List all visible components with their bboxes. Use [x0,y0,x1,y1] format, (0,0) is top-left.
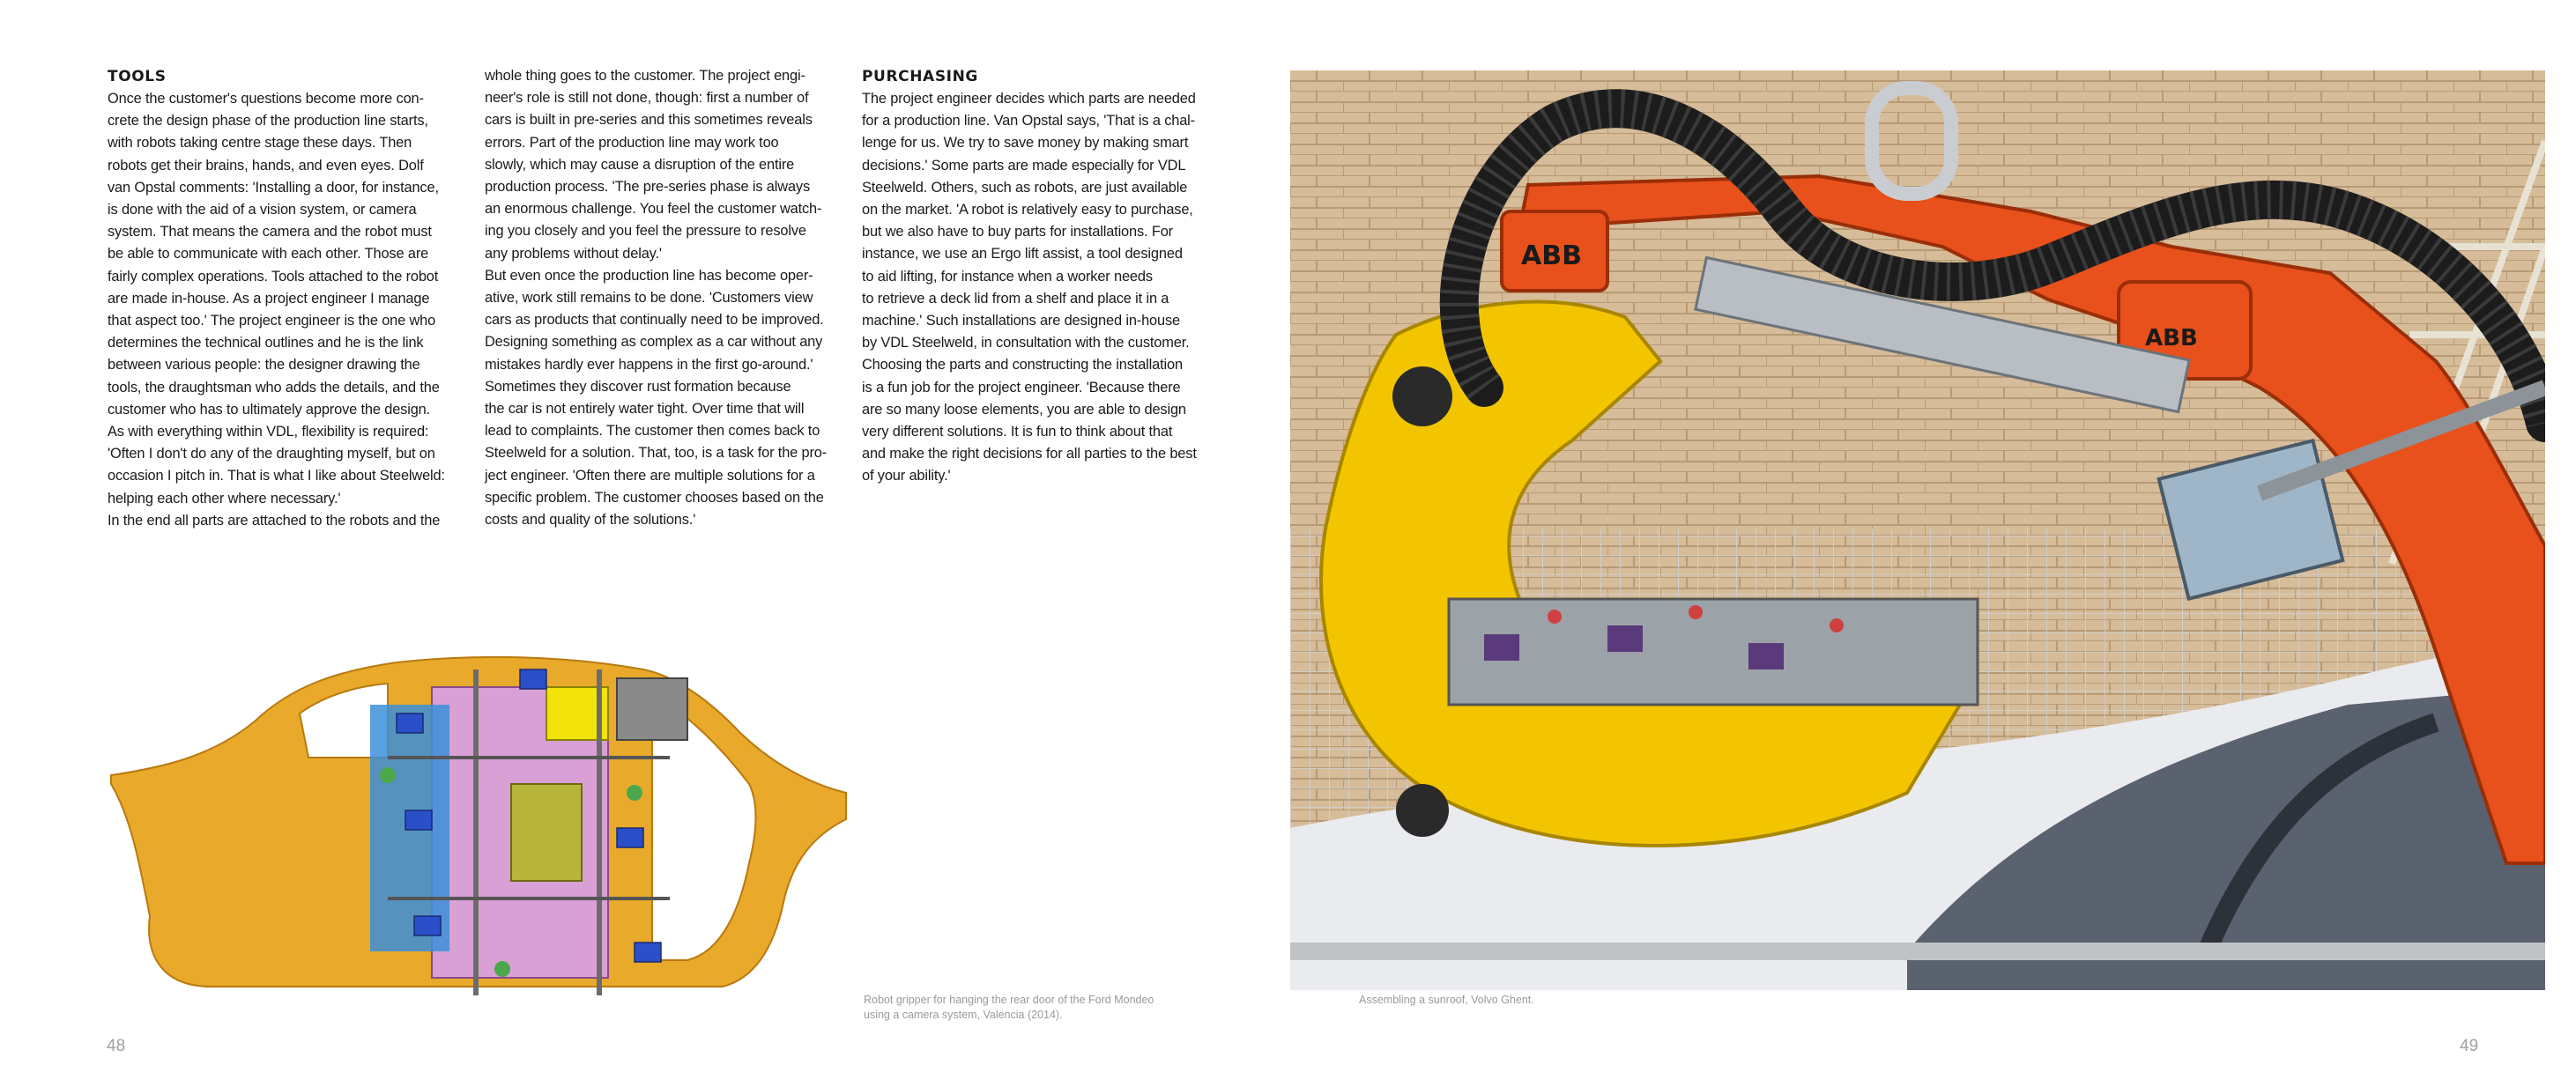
photo-caption: Assembling a sunroof, Volvo Ghent. [1359,994,1534,1006]
purchasing-heading: PURCHASING [862,68,978,85]
gripper-grey-valves [617,678,687,740]
gripper-cad-drawing [106,652,855,1022]
tools-body-col2: whole thing goes to the customer. The project engi- neer's role is still not done, though: first a number of cars is built in pre-series and this sometimes reveals errors. Part of the production line may work too slowly, which may cause a disruption of the entire production process. 'The pre-series phase is always an enormous challenge. You feel the customer watch- ing you closely and you feel the pressure to resolve any problems without delay.' But even once the production line has become oper- ative, work still remains to be done. 'Customers view cars as products that continually need to be improved. Designing something as complex as a car without any mistakes hardly ever happens in the first go-around.' Sometimes they discover rust formation because the car is not entirely water tight. Over time that will lead to complaints. The customer then comes back to Steelweld for a solution. That, too, is a task for the pro- ject engineer. 'Often there are multiple solutions for a specific problem. The customer chooses based on the costs and quality of the solutions.' [485,68,828,529]
tools-body-col1: Once the customer's questions become more con- crete the design phase of the production line starts, with robots taking centre stage these days. Then robots get their brains, hands, and even eyes. Dolf van Opstal comments: 'Installing a door, for instance, is done with the aid of a vision system, or camera system. That means the camera and the robot must be able to communicate with each other. Those are fairly complex operations. Tools attached to the robot are made in-house. As a project engineer I manage that aspect too.' The project engineer is the one who determines the technical outlines and he is the link between various people: the designer drawing the tools, the draughtsman who adds the details, and the customer who has to ultimately approve the design. As with everything within VDL, flexibility is required: 'Often I don't do any of the draughting myself, but on occasion I pitch in. That is what I like about Steelweld: helping each other where necessary.' In the end all parts are attached to the robots and the [108,91,445,529]
text-column-3 [862,65,1230,488]
gripper-olive-block [511,784,582,881]
page-number-right: 49 [2460,1037,2479,1055]
robot-photo [1290,70,2545,990]
drawing-caption: Robot gripper for hanging the rear door of the Ford Mondeo using a camera system, Valencia (2014). [864,994,1154,1021]
purchasing-body: The project engineer decides which parts are needed for a production line. Van Opstal says, 'That is a chal- lenge for us. We try to save money by making smart decisions.' Some parts are made especially for VDL Steelweld. Others, such as robots, are just available on the market. 'A robot is relatively easy to purchase, but we also have to buy parts for installations. For instance, we use an Ergo lift assist, a tool designed to aid lifting, for instance when a worker needs to retrieve a deck lid from a shelf and place it in a machine.' Such installations are designed in-house by VDL Steelweld, in consultation with the customer. Choosing the parts and constructing the installation is a fun job for the project engineer. 'Because there are so many loose elements, you are able to design very different solutions. It is fun to think about that and make the right decisions for all parties to the best of your ability.' [862,91,1197,484]
abb-logo-1: ABB [1521,240,1582,271]
tools-heading: TOOLS [108,68,167,85]
text-column-2 [485,65,853,531]
gripper-fixture [1449,599,1978,705]
conveyor-rail [1290,943,2545,960]
abb-logo-2: ABB [2145,325,2198,351]
page-number-left: 48 [107,1037,126,1055]
text-column-1 [108,65,476,532]
